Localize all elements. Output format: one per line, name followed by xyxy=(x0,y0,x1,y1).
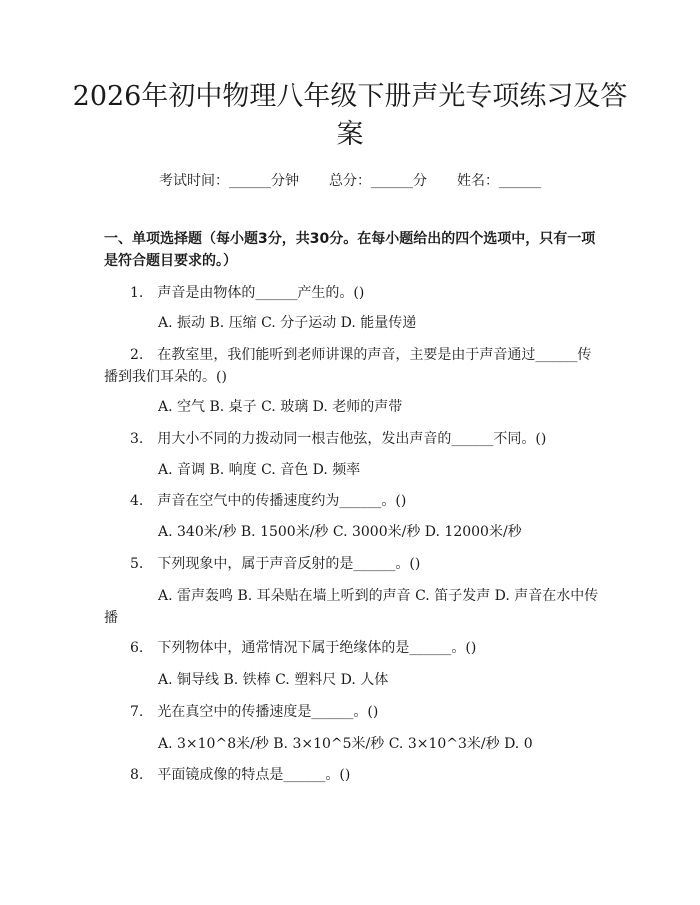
question-options: A. 振动 B. 压缩 C. 分子运动 D. 能量传递 xyxy=(158,315,417,331)
student-name: 姓名：______ xyxy=(457,173,541,189)
section-heading: 一、单项选择题（每小题3分，共30分。在每小题给出的四个选项中，只有一项是符合题目要求的。） xyxy=(104,231,596,269)
question-options: A. 3×10^8米/秒 B. 3×10^5米/秒 C. 3×10^3米/秒 D. 0 xyxy=(158,736,533,752)
question-options: A. 340米/秒 B. 1500米/秒 C. 3000米/秒 D. 12000米/秒 xyxy=(158,524,522,540)
question-options: A. 空气 B. 桌子 C. 玻璃 D. 老师的声带 xyxy=(158,399,403,415)
question-stem: 8. 平面镜成像的特点是______。() xyxy=(130,767,351,783)
question-stem: 7. 光在真空中的传播速度是______。() xyxy=(130,704,379,720)
question-options: A. 音调 B. 响度 C. 音色 D. 频率 xyxy=(158,462,361,478)
page-title: 2026年初中物理八年级下册声光专项练习及答案 xyxy=(72,81,628,150)
question-stem: 4. 声音在空气中的传播速度约为______。() xyxy=(130,493,407,509)
question-stem: 5. 下列现象中，属于声音反射的是______。() xyxy=(130,556,421,572)
exam-info xyxy=(0,170,700,190)
question-options: A. 雷声轰鸣 B. 耳朵贴在墙上听到的声音 C. 笛子发声 D. 声音在水中传播 xyxy=(104,588,599,626)
question-stem: 3. 用大小不同的力拨动同一根吉他弦，发出声音的______不同。() xyxy=(130,431,547,447)
question-stem: 6. 下列物体中，通常情况下属于绝缘体的是______。() xyxy=(130,640,477,656)
question-stem: 1. 声音是由物体的______产生的。() xyxy=(130,285,365,301)
question-options: A. 铜导线 B. 铁棒 C. 塑料尺 D. 人体 xyxy=(158,672,389,688)
total-score: 总分：______分 xyxy=(329,173,427,189)
exam-time: 考试时间：______分钟 xyxy=(159,173,299,189)
question-stem: 2. 在教室里，我们能听到老师讲课的声音，主要是由于声音通过______传播到我们耳朵的。() xyxy=(104,347,592,385)
